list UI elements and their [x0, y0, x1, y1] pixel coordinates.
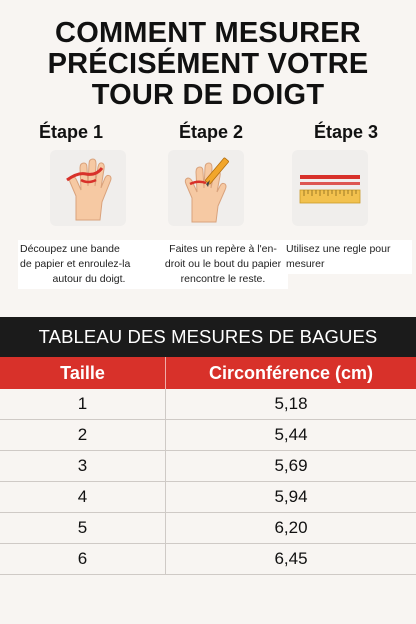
cell-size: 5 [77, 518, 88, 537]
step-3 [286, 122, 416, 270]
cell-circumference: 6,20 [274, 518, 308, 537]
step-1-label: Étape 1 [38, 122, 104, 142]
cell-circumference: 6,45 [274, 549, 308, 568]
step-1-description [18, 240, 160, 289]
step-3-desc-line: Utilisez une regle pour [286, 243, 391, 255]
step-3-label: Étape 3 [313, 122, 379, 142]
ruler-with-strip-icon [292, 150, 368, 226]
step-1-desc-line: Découpez une bande [20, 243, 120, 255]
table-row [0, 513, 416, 544]
table-row [0, 420, 416, 451]
step-3-description [284, 240, 412, 274]
title-line-3: TOUR DE DOIGT [91, 79, 325, 111]
table-row [0, 544, 416, 575]
cell-circumference: 5,44 [274, 425, 308, 444]
cell-size: 4 [77, 487, 88, 506]
table-row [0, 389, 416, 420]
title-line-2: PRÉCISÉMENT VOTRE [47, 48, 369, 80]
column-header-circumference: Circonférence (cm) [208, 363, 374, 383]
cell-circumference: 5,18 [274, 394, 308, 413]
table-body [0, 389, 416, 575]
step-2-desc-line: Faites un repère à l'en- [169, 243, 277, 255]
step-2-desc-line: rencontre le reste. [180, 273, 266, 285]
table-row [0, 482, 416, 513]
column-header-size: Taille [60, 363, 105, 383]
table-column-header [0, 357, 416, 389]
title-line-1: COMMENT MESURER [55, 17, 361, 49]
table-row [0, 451, 416, 482]
cell-size: 1 [77, 394, 88, 413]
cell-circumference: 5,69 [274, 456, 308, 475]
step-3-desc-line: mesurer [286, 258, 325, 270]
steps-section [0, 122, 416, 292]
step-1-desc-line: autour du doigt. [52, 273, 126, 285]
step-2-desc-line: droit ou le bout du papier [164, 258, 282, 270]
step-1-desc-line: de papier et enroulez-la [20, 258, 131, 270]
cell-size: 6 [77, 549, 88, 568]
table-title: TABLEAU DES MESURES DE BAGUES [0, 317, 416, 357]
hand-marking-pencil-icon [168, 150, 244, 226]
cell-circumference: 5,94 [274, 487, 308, 506]
step-1 [16, 122, 156, 285]
cell-size: 3 [77, 456, 88, 475]
page-title [0, 18, 416, 111]
step-2-label: Étape 2 [178, 122, 244, 142]
cell-size: 2 [77, 425, 88, 444]
step-2 [148, 122, 288, 285]
hand-with-paper-strip-icon [50, 150, 126, 226]
step-2-description [158, 240, 288, 289]
